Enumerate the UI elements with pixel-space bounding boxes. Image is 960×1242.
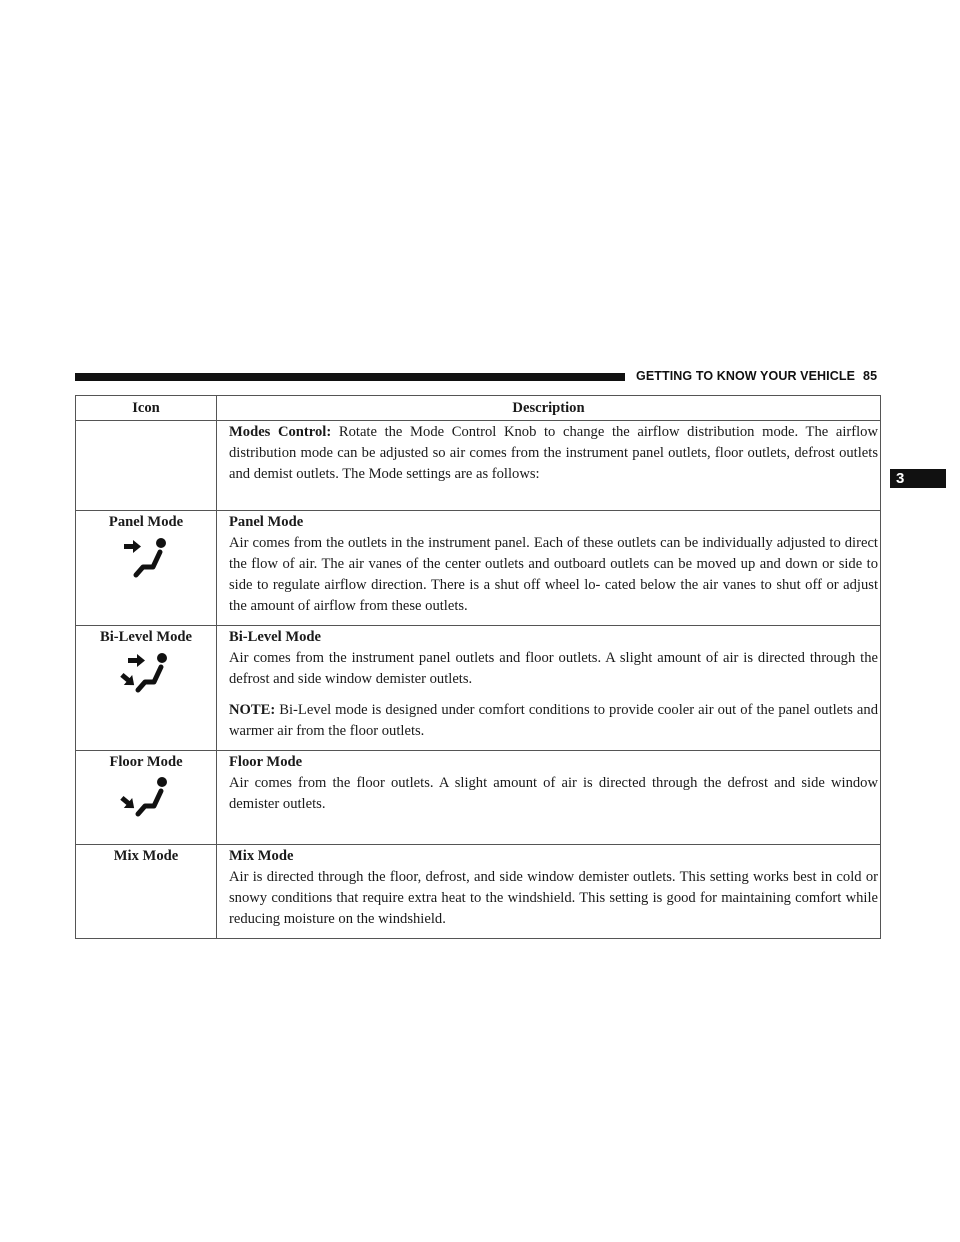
- icon-cell: [76, 845, 217, 939]
- modes-control-label: Modes Control:: [229, 424, 332, 440]
- mode-description: Air comes from the instrument panel outlets and floor outlets. A slight amount of air is directed through the defrost and side window demister outlets.: [229, 650, 878, 687]
- mode-title: Bi-Level Mode: [229, 629, 322, 645]
- description-cell: [217, 751, 881, 845]
- icon-label-floor-mode: Floor Mode: [109, 754, 183, 770]
- icon-cell: [76, 751, 217, 845]
- table-row-floor-mode: [76, 751, 881, 845]
- icon-column-header: Icon: [76, 396, 217, 421]
- table-row-mix-mode: [76, 845, 881, 939]
- page-number: 85: [863, 369, 878, 383]
- mode-title: Floor Mode: [229, 754, 303, 770]
- note-paragraph: [229, 700, 878, 742]
- description-cell: [217, 626, 881, 751]
- mode-title: Panel Mode: [229, 514, 304, 530]
- mode-title: Mix Mode: [229, 848, 294, 864]
- icon-cell-empty: [76, 421, 217, 511]
- section-title: GETTING TO KNOW YOUR VEHICLE: [636, 369, 856, 383]
- table-row-modes-control: [76, 421, 881, 511]
- mode-description: Air comes from the outlets in the instrument panel. Each of these outlets can be individually adjusted to direct the flow of air. The air vanes of the center outlets and outboard outlets can be moved up and down or side to side to regulate airflow direction. There is a shut off wheel lo- cated below the air vanes to shut off or adjust the amount of airflow from these outlets.: [229, 535, 878, 614]
- icon-cell: [76, 511, 217, 626]
- description-cell: [217, 511, 881, 626]
- modes-control-text: Rotate the Mode Control Knob to change the airflow distribution mode. The airflow distribution mode can be adjusted so air comes from the instrument panel outlets, floor outlets, defrost outlets and demist outlets. The Mode settings are as follows:: [229, 424, 879, 482]
- mode-description: Air is directed through the floor, defrost, and side window demister outlets. This setting works best in cold or snowy conditions that require extra heat to the windshield. This setting is good for maintaining comfort while reducing moisture on the windshield.: [229, 869, 878, 927]
- table-header-row: [76, 396, 881, 421]
- note-label: NOTE:: [229, 702, 276, 718]
- chapter-number: 3: [896, 470, 905, 487]
- note-text: Bi-Level mode is designed under comfort conditions to provide cooler air out of the panel outlets and warmer air from the floor outlets.: [229, 702, 879, 739]
- icon-label-bilevel-mode: Bi-Level Mode: [99, 629, 192, 645]
- icon-label-panel-mode: Panel Mode: [108, 514, 184, 530]
- bilevel-mode-airflow-icon: [116, 650, 176, 696]
- table-row-bilevel-mode: [76, 626, 881, 751]
- mode-description: Air comes from the floor outlets. A slight amount of air is directed through the defrost and side window demister outlets.: [229, 775, 878, 812]
- description-cell: [217, 845, 881, 939]
- icon-label-mix-mode: Mix Mode: [113, 848, 179, 864]
- header-rule: [75, 373, 625, 381]
- table-row-panel-mode: [76, 511, 881, 626]
- description-column-header: Description: [217, 396, 881, 421]
- running-header: [636, 369, 877, 383]
- floor-mode-airflow-icon: [116, 775, 176, 821]
- panel-mode-airflow-icon: [116, 535, 176, 581]
- chapter-tab: [890, 469, 946, 488]
- airflow-modes-table: [75, 395, 881, 939]
- icon-cell: [76, 626, 217, 751]
- description-cell: [217, 421, 881, 511]
